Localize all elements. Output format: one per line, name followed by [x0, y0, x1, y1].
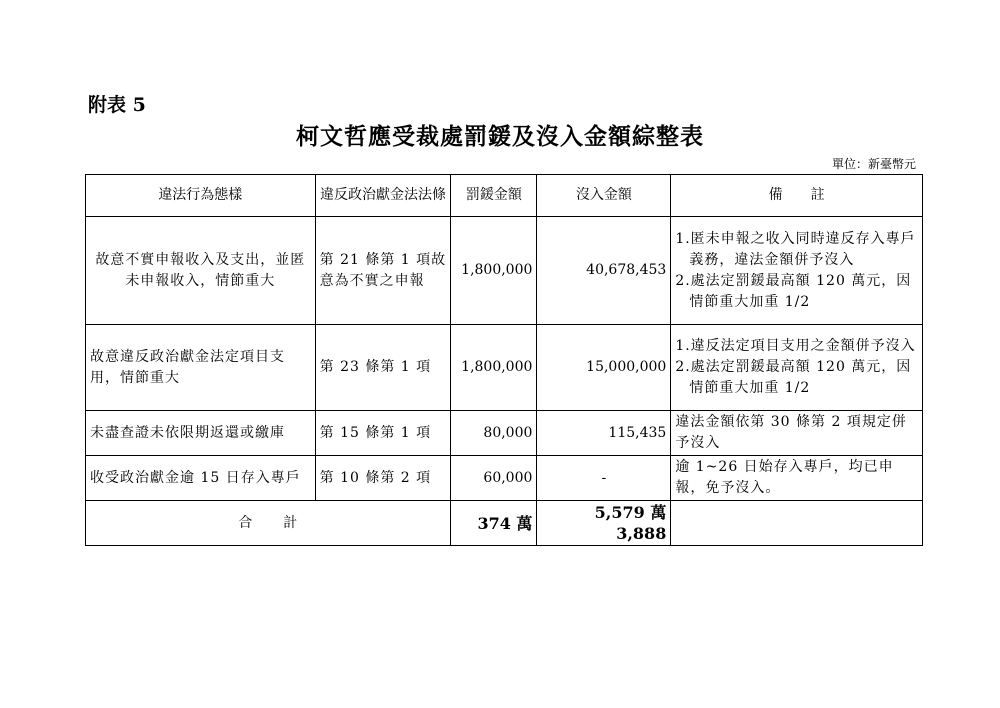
cell-remarks [671, 217, 923, 325]
table-row [86, 456, 923, 501]
cell-behavior: 收受政治獻金逾 15 日存入專戶 [86, 456, 316, 501]
cell-fine: 60,000 [451, 456, 537, 501]
cell-fine: 80,000 [451, 411, 537, 456]
cell-remarks [671, 456, 923, 501]
cell-article: 第 23 條第 1 項 [315, 325, 451, 411]
remark-note: 1.違反法定項目支用之金額併予沒入 [675, 338, 916, 354]
total-confiscation: 5,579 萬 3,888 [537, 501, 671, 546]
cell-confiscation: 115,435 [537, 411, 671, 456]
remark-note: 2.處法定罰鍰最高額 120 萬元，因情節重大加重 1/2 [675, 359, 912, 396]
cell-remarks [671, 325, 923, 411]
header-article: 違反政治獻金法法條 [315, 175, 451, 217]
remark-note: 逾 1~26 日始存入專戶，均已申報，免予沒入。 [675, 459, 894, 496]
header-fine: 罰鍰金額 [451, 175, 537, 217]
cell-remarks [671, 411, 923, 456]
remark-note: 違法金額依第 30 條第 2 項規定併予沒入 [675, 414, 907, 451]
table-row [86, 325, 923, 411]
total-label: 合 計 [86, 501, 451, 546]
cell-fine: 1,800,000 [451, 325, 537, 411]
table-row [86, 217, 923, 325]
total-row [86, 501, 923, 546]
cell-behavior: 未盡查證未依限期返還或繳庫 [86, 411, 316, 456]
currency-unit-note: 單位：新臺幣元 [831, 157, 916, 171]
appendix-label: 附表 5 [88, 94, 146, 116]
table-header-row [86, 175, 923, 217]
cell-fine: 1,800,000 [451, 217, 537, 325]
header-remarks: 備 註 [671, 175, 923, 217]
cell-article: 第 21 條第 1 項故意為不實之申報 [315, 217, 451, 325]
total-fine: 374 萬 [451, 501, 537, 546]
cell-behavior: 故意違反政治獻金法定項目支用，情節重大 [86, 325, 316, 411]
total-remarks [671, 501, 923, 546]
cell-article: 第 10 條第 2 項 [315, 456, 451, 501]
document-title: 柯文哲應受裁處罰鍰及沒入金額綜整表 [296, 123, 704, 150]
header-behavior: 違法行為態樣 [86, 175, 316, 217]
penalty-summary-table [85, 174, 923, 546]
remark-note: 2.處法定罰鍰最高額 120 萬元，因情節重大加重 1/2 [675, 272, 912, 310]
cell-confiscation: 15,000,000 [537, 325, 671, 411]
cell-article: 第 15 條第 1 項 [315, 411, 451, 456]
table-row [86, 411, 923, 456]
cell-confiscation: - [537, 456, 671, 501]
header-confiscation: 沒入金額 [537, 175, 671, 217]
cell-confiscation: 40,678,453 [537, 217, 671, 325]
cell-behavior: 故意不實申報收入及支出，並匿未申報收入，情節重大 [86, 217, 316, 325]
remark-note: 1.匿未申報之收入同時違反存入專戶義務，違法金額併予沒入 [675, 230, 916, 268]
